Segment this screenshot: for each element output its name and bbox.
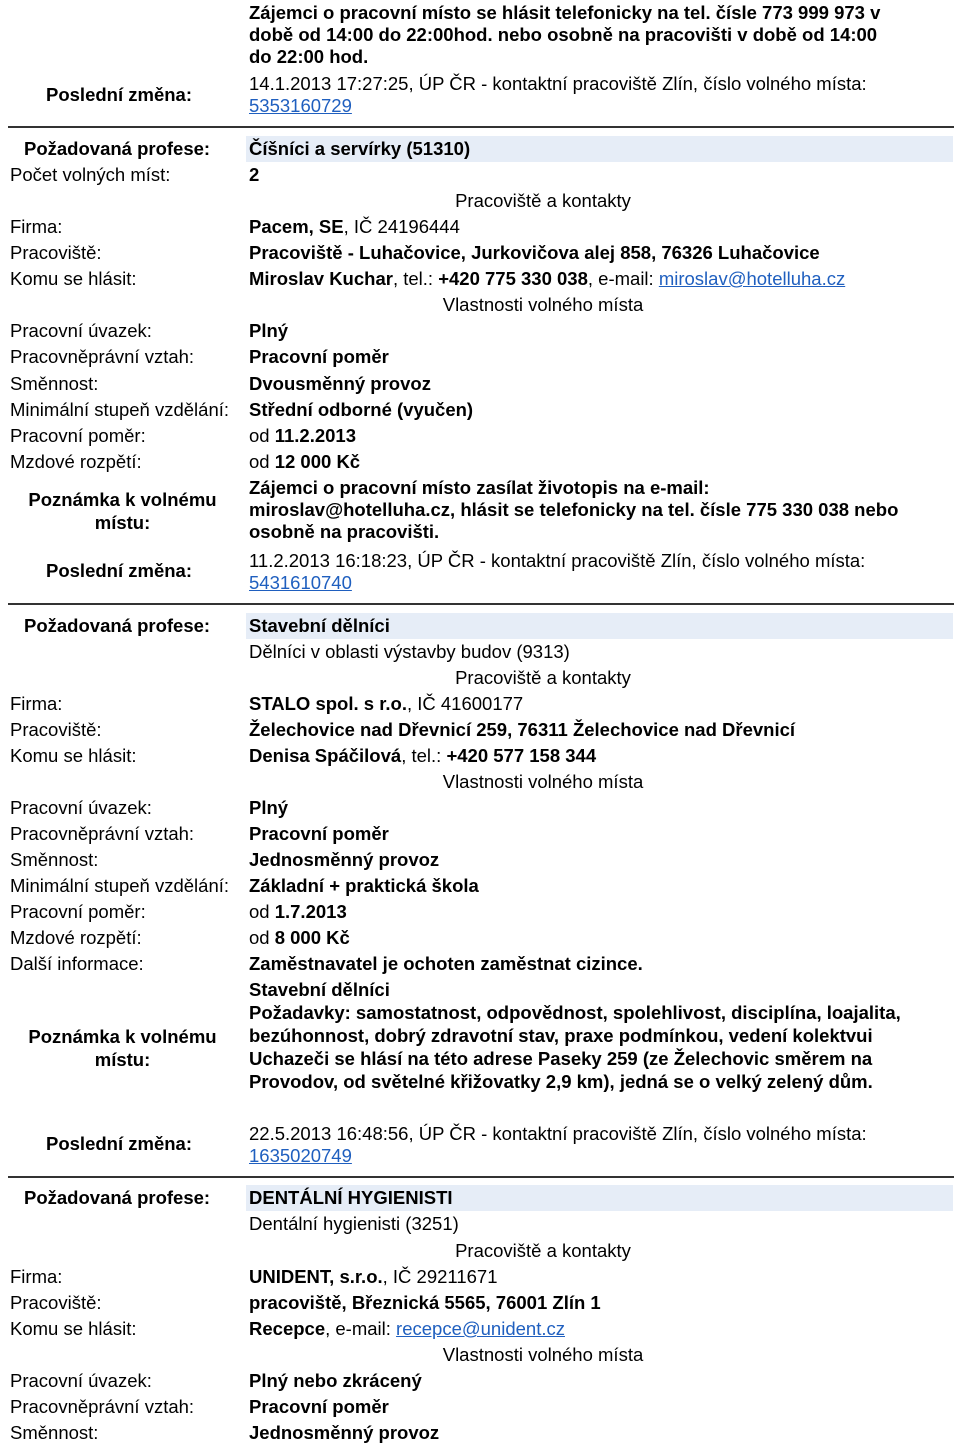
- job3-profession-label: Požadovaná profese:: [24, 1187, 211, 1208]
- job2-workplace-label: Pracoviště:: [10, 719, 102, 740]
- job1-count-label: Počet volných míst:: [10, 164, 171, 185]
- job2-edu: Základní + praktická škola: [249, 875, 479, 896]
- job2-note-line-3: bezúhonnost, dobrý zdravotní stav, praxe podmínkou, vedení kolektvui: [249, 1025, 873, 1046]
- job2-vacancy-number-link[interactable]: 1635020749: [249, 1145, 352, 1166]
- job1-wage-value: 12 000 Kč: [274, 451, 361, 472]
- job1-contact: [249, 268, 845, 290]
- previous-note-line-3: do 22:00 hod.: [249, 46, 369, 67]
- job2-note-line-2: Požadavky: samostatnost, odpovědnost, spolehlivost, disciplína, loajalita,: [249, 1002, 901, 1023]
- job1-start: [249, 425, 356, 447]
- job3-firm-label: Firma:: [10, 1266, 63, 1287]
- job1-profession: Číšníci a servírky (51310): [249, 138, 471, 159]
- job2-last-change-text: 22.5.2013 16:48:56, ÚP ČR - kontaktní pracoviště Zlín, číslo volného místa:: [249, 1123, 867, 1144]
- previous-last-change-text: 14.1.2013 17:27:25, ÚP ČR - kontaktní pracoviště Zlín, číslo volného místa:: [249, 73, 867, 94]
- job1-relation: Pracovní poměr: [249, 346, 389, 367]
- job3-relation: Pracovní poměr: [249, 1396, 389, 1417]
- job2-profession-label: Požadovaná profese:: [24, 615, 211, 636]
- job1-load-label: Pracovní úvazek:: [10, 320, 152, 341]
- job2-start-date: 1.7.2013: [274, 901, 347, 922]
- job2-firm: [249, 693, 523, 715]
- job3-relation-label: Pracovněprávní vztah:: [10, 1396, 195, 1417]
- previous-vacancy-number-link[interactable]: 5353160729: [249, 95, 352, 116]
- job1-contact-phone: +420 775 330 038: [438, 268, 588, 289]
- job1-contact-email-label: , e-mail:: [587, 268, 659, 289]
- job2-profession-sub: Dělníci v oblasti výstavby budov (9313): [249, 641, 570, 662]
- job3-shift: Jednosměnný provoz: [249, 1422, 440, 1443]
- job1-contacts-heading: Pracoviště a kontakty: [455, 190, 631, 211]
- job2-note-label: Poznámka k volnému místu:: [28, 1026, 217, 1070]
- previous-note-line-1: Zájemci o pracovní místo se hlásit telefonicky na tel. čísle 773 999 973 v: [249, 2, 881, 23]
- job1-load: Plný: [249, 320, 289, 341]
- job2-relation: Pracovní poměr: [249, 823, 389, 844]
- job2-wage: [249, 927, 350, 949]
- job3-contact-name: Recepce: [249, 1318, 326, 1339]
- job2-firm-id: , IČ 41600177: [406, 693, 524, 714]
- job2-contact-label: Komu se hlásit:: [10, 745, 137, 766]
- job2-edu-label: Minimální stupeň vzdělání:: [10, 875, 230, 896]
- job2-load: Plný: [249, 797, 289, 818]
- job1-count: 2: [249, 164, 260, 185]
- job1-contact-label: Komu se hlásit:: [10, 268, 137, 289]
- job1-last-change-text: 11.2.2013 16:18:23, ÚP ČR - kontaktní pracoviště Zlín, číslo volného místa:: [249, 550, 866, 571]
- job2-last-change-label: Poslední změna:: [46, 1133, 192, 1154]
- job3-firm: [249, 1266, 498, 1288]
- job2-wage-value: 8 000 Kč: [274, 927, 350, 948]
- job1-shift: Dvousměnný provoz: [249, 373, 431, 394]
- job2-wage-label: Mzdové rozpětí:: [10, 927, 142, 948]
- job1-props-heading: Vlastnosti volného místa: [442, 294, 644, 315]
- job3-load-label: Pracovní úvazek:: [10, 1370, 152, 1391]
- job1-start-date: 11.2.2013: [274, 425, 356, 446]
- job3-profession-sub: Dentální hygienisti (3251): [249, 1213, 459, 1234]
- job2-start: [249, 901, 347, 923]
- job2-relation-label: Pracovněprávní vztah:: [10, 823, 195, 844]
- job2-info-label: Další informace:: [10, 953, 144, 974]
- job2-props-heading: Vlastnosti volného místa: [442, 771, 644, 792]
- job1-firm-name: Pacem, SE: [249, 216, 344, 237]
- separator: [8, 1176, 954, 1178]
- job1-edu: Střední odborné (vyučen): [249, 399, 474, 420]
- previous-last-change-label: Poslední změna:: [46, 84, 192, 105]
- job1-edu-label: Minimální stupeň vzdělání:: [10, 399, 230, 420]
- job1-profession-label: Požadovaná profese:: [24, 138, 211, 159]
- job1-firm-label: Firma:: [10, 216, 63, 237]
- job3-workplace-label: Pracoviště:: [10, 1292, 102, 1313]
- job1-firm: [249, 216, 460, 238]
- job3-load: Plný nebo zkrácený: [249, 1370, 422, 1391]
- job3-profession: DENTÁLNÍ HYGIENISTI: [249, 1187, 453, 1208]
- job2-contact: [249, 745, 596, 767]
- job2-note-line-1: Stavební dělníci: [249, 979, 390, 1000]
- job1-wage-prefix: od: [249, 451, 275, 472]
- job1-workplace: Pracoviště - Luhačovice, Jurkovičova alej 858, 76326 Luhačovice: [249, 242, 820, 263]
- job2-contact-tel-label: , tel.:: [401, 745, 447, 766]
- job1-start-prefix: od: [249, 425, 275, 446]
- job1-shift-label: Směnnost:: [10, 373, 99, 394]
- job3-props-heading: Vlastnosti volného místa: [442, 1344, 644, 1365]
- job3-contacts-heading: Pracoviště a kontakty: [455, 1240, 631, 1261]
- previous-note-line-2: době od 14:00 do 22:00hod. nebo osobně na pracovišti v době od 14:00: [249, 24, 878, 45]
- job2-wage-prefix: od: [249, 927, 275, 948]
- job3-contact-email-label: , e-mail:: [325, 1318, 397, 1339]
- job2-shift-label: Směnnost:: [10, 849, 99, 870]
- job2-note-line-4: Uchazeči se hlásí na této adrese Paseky 259 (ze Želechovic směrem na: [249, 1048, 873, 1069]
- job1-start-label: Pracovní poměr:: [10, 425, 146, 446]
- job2-profession: Stavební dělníci: [249, 615, 390, 636]
- job3-contact: [249, 1318, 565, 1340]
- separator: [8, 603, 954, 605]
- job1-wage-label: Mzdové rozpětí:: [10, 451, 142, 472]
- job2-load-label: Pracovní úvazek:: [10, 797, 152, 818]
- job2-contact-name: Denisa Spáčilová: [249, 745, 402, 766]
- job2-shift: Jednosměnný provoz: [249, 849, 440, 870]
- job1-firm-id: , IČ 24196444: [343, 216, 460, 237]
- job1-wage: [249, 451, 360, 473]
- job1-note-line-2: miroslav@hotelluha.cz, hlásit se telefonicky na tel. čísle 775 330 038 nebo: [249, 499, 899, 520]
- job2-contact-phone: +420 577 158 344: [446, 745, 597, 766]
- job1-contact-email-link[interactable]: miroslav@hotelluha.cz: [658, 268, 846, 289]
- job3-firm-id: , IČ 29211671: [382, 1266, 498, 1287]
- job1-note-line-1: Zájemci o pracovní místo zasílat životopis na e-mail:: [249, 477, 710, 498]
- job1-contact-name: Miroslav Kuchar: [249, 268, 393, 289]
- job3-contact-email-link[interactable]: recepce@unident.cz: [396, 1318, 565, 1339]
- job2-note-line-5: Provodov, od světelné křižovatky 2,9 km), jedná se o velký zelený dům.: [249, 1071, 873, 1092]
- job3-workplace: pracoviště, Březnická 5565, 76001 Zlín 1: [249, 1292, 601, 1313]
- job3-contact-label: Komu se hlásit:: [10, 1318, 137, 1339]
- job1-vacancy-number-link[interactable]: 5431610740: [249, 572, 352, 593]
- job1-note-line-3: osobně na pracovišti.: [249, 521, 440, 542]
- job1-relation-label: Pracovněprávní vztah:: [10, 346, 195, 367]
- job1-last-change-label: Poslední změna:: [46, 560, 192, 581]
- job2-start-prefix: od: [249, 901, 275, 922]
- separator: [8, 126, 954, 128]
- job2-start-label: Pracovní poměr:: [10, 901, 146, 922]
- job3-shift-label: Směnnost:: [10, 1422, 99, 1443]
- job2-info: Zaměstnavatel je ochoten zaměstnat cizince.: [249, 953, 643, 974]
- job2-contacts-heading: Pracoviště a kontakty: [455, 667, 631, 688]
- job1-workplace-label: Pracoviště:: [10, 242, 102, 263]
- job2-firm-label: Firma:: [10, 693, 63, 714]
- job3-firm-name: UNIDENT, s.r.o.: [249, 1266, 383, 1287]
- job1-note-label: Poznámka k volnému místu:: [28, 489, 217, 533]
- job2-workplace: Želechovice nad Dřevnicí 259, 76311 Želechovice nad Dřevnicí: [249, 719, 796, 740]
- job1-contact-tel-label: , tel.:: [392, 268, 439, 289]
- job2-firm-name: STALO spol. s r.o.: [249, 693, 407, 714]
